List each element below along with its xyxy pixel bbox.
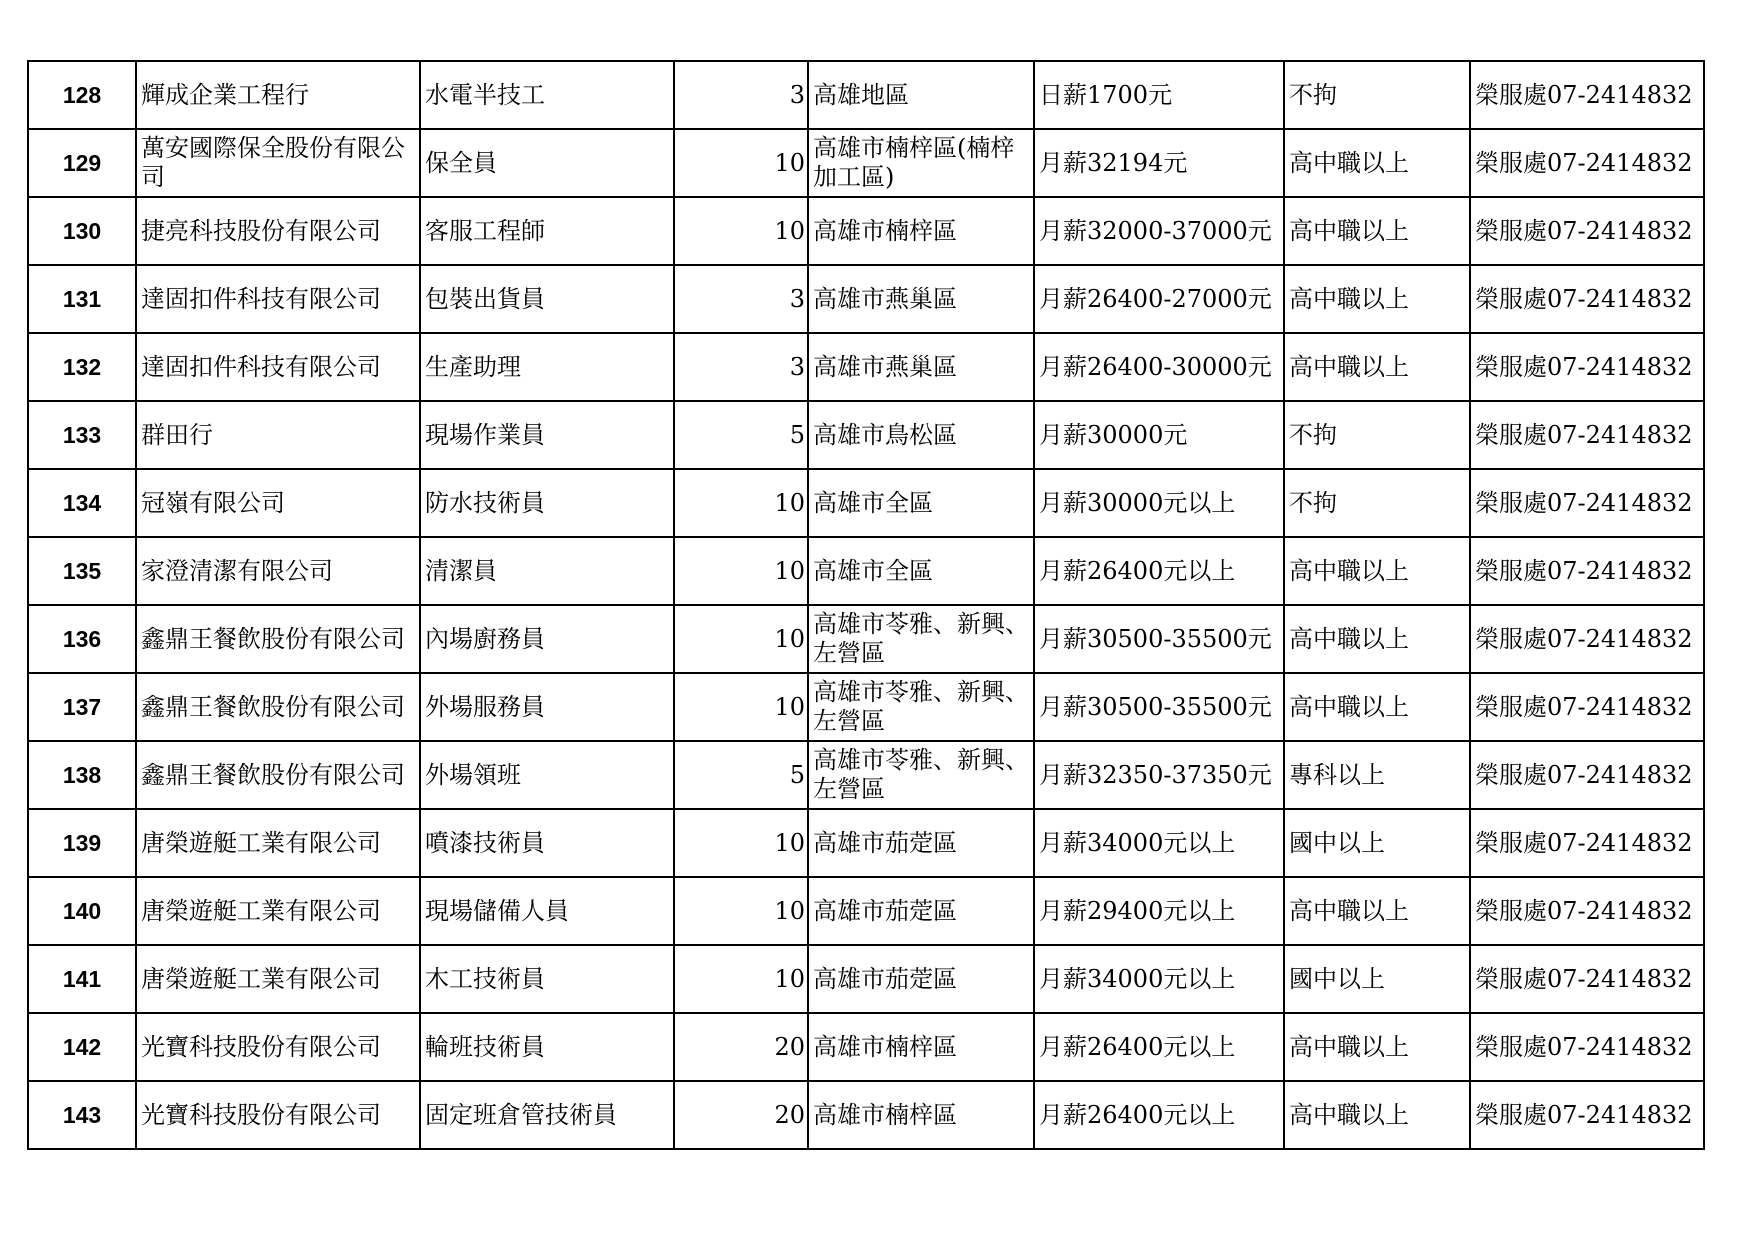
table-row <box>28 537 1704 605</box>
work-location: 高雄地區 <box>808 61 1034 129</box>
row-number: 131 <box>28 265 136 333</box>
openings-count: 10 <box>674 945 808 1013</box>
salary: 月薪29400元以上 <box>1034 877 1284 945</box>
job-title: 內場廚務員 <box>420 605 674 673</box>
salary: 月薪32000-37000元 <box>1034 197 1284 265</box>
job-title: 木工技術員 <box>420 945 674 1013</box>
row-number: 133 <box>28 401 136 469</box>
contact-info: 榮服處07-2414832 <box>1470 1081 1704 1149</box>
openings-count: 10 <box>674 605 808 673</box>
openings-count: 20 <box>674 1081 808 1149</box>
education-requirement: 不拘 <box>1284 61 1470 129</box>
contact-info: 榮服處07-2414832 <box>1470 741 1704 809</box>
row-number: 129 <box>28 129 136 197</box>
work-location: 高雄市苓雅、新興、左營區 <box>808 741 1034 809</box>
row-number: 138 <box>28 741 136 809</box>
job-title: 包裝出貨員 <box>420 265 674 333</box>
salary: 月薪30000元以上 <box>1034 469 1284 537</box>
row-number: 143 <box>28 1081 136 1149</box>
contact-info: 榮服處07-2414832 <box>1470 809 1704 877</box>
contact-info: 榮服處07-2414832 <box>1470 537 1704 605</box>
salary: 月薪34000元以上 <box>1034 809 1284 877</box>
openings-count: 3 <box>674 61 808 129</box>
company-name: 唐榮遊艇工業有限公司 <box>136 809 420 877</box>
contact-info: 榮服處07-2414832 <box>1470 469 1704 537</box>
contact-info: 榮服處07-2414832 <box>1470 877 1704 945</box>
company-name: 光寶科技股份有限公司 <box>136 1081 420 1149</box>
openings-count: 10 <box>674 129 808 197</box>
job-title: 外場領班 <box>420 741 674 809</box>
company-name: 群田行 <box>136 401 420 469</box>
row-number: 132 <box>28 333 136 401</box>
row-number: 130 <box>28 197 136 265</box>
table-row <box>28 265 1704 333</box>
education-requirement: 不拘 <box>1284 401 1470 469</box>
education-requirement: 國中以上 <box>1284 945 1470 1013</box>
job-title: 防水技術員 <box>420 469 674 537</box>
salary: 月薪26400元以上 <box>1034 1013 1284 1081</box>
work-location: 高雄市楠梓區 <box>808 1013 1034 1081</box>
work-location: 高雄市楠梓區(楠梓加工區) <box>808 129 1034 197</box>
company-name: 鑫鼎王餐飲股份有限公司 <box>136 673 420 741</box>
openings-count: 10 <box>674 877 808 945</box>
company-name: 鑫鼎王餐飲股份有限公司 <box>136 605 420 673</box>
contact-info: 榮服處07-2414832 <box>1470 401 1704 469</box>
job-title: 客服工程師 <box>420 197 674 265</box>
education-requirement: 不拘 <box>1284 469 1470 537</box>
table-row <box>28 741 1704 809</box>
contact-info: 榮服處07-2414832 <box>1470 605 1704 673</box>
job-title: 生產助理 <box>420 333 674 401</box>
salary: 月薪26400-30000元 <box>1034 333 1284 401</box>
row-number: 137 <box>28 673 136 741</box>
openings-count: 5 <box>674 401 808 469</box>
education-requirement: 高中職以上 <box>1284 129 1470 197</box>
salary: 月薪26400-27000元 <box>1034 265 1284 333</box>
contact-info: 榮服處07-2414832 <box>1470 945 1704 1013</box>
company-name: 冠嶺有限公司 <box>136 469 420 537</box>
work-location: 高雄市全區 <box>808 537 1034 605</box>
education-requirement: 高中職以上 <box>1284 265 1470 333</box>
salary: 月薪32350-37350元 <box>1034 741 1284 809</box>
work-location: 高雄市茄萣區 <box>808 809 1034 877</box>
company-name: 唐榮遊艇工業有限公司 <box>136 945 420 1013</box>
row-number: 140 <box>28 877 136 945</box>
company-name: 家澄清潔有限公司 <box>136 537 420 605</box>
openings-count: 3 <box>674 333 808 401</box>
salary: 月薪34000元以上 <box>1034 945 1284 1013</box>
row-number: 142 <box>28 1013 136 1081</box>
openings-count: 20 <box>674 1013 808 1081</box>
openings-count: 5 <box>674 741 808 809</box>
job-title: 固定班倉管技術員 <box>420 1081 674 1149</box>
openings-count: 10 <box>674 673 808 741</box>
job-title: 輪班技術員 <box>420 1013 674 1081</box>
contact-info: 榮服處07-2414832 <box>1470 197 1704 265</box>
company-name: 萬安國際保全股份有限公司 <box>136 129 420 197</box>
work-location: 高雄市燕巢區 <box>808 333 1034 401</box>
job-listing-table <box>27 60 1705 1150</box>
openings-count: 10 <box>674 469 808 537</box>
work-location: 高雄市茄萣區 <box>808 945 1034 1013</box>
table-row <box>28 469 1704 537</box>
job-title: 水電半技工 <box>420 61 674 129</box>
openings-count: 10 <box>674 197 808 265</box>
contact-info: 榮服處07-2414832 <box>1470 61 1704 129</box>
openings-count: 10 <box>674 809 808 877</box>
work-location: 高雄市鳥松區 <box>808 401 1034 469</box>
contact-info: 榮服處07-2414832 <box>1470 673 1704 741</box>
table-row <box>28 809 1704 877</box>
work-location: 高雄市全區 <box>808 469 1034 537</box>
education-requirement: 高中職以上 <box>1284 197 1470 265</box>
row-number: 139 <box>28 809 136 877</box>
job-rows <box>28 61 1704 1149</box>
job-title: 現場儲備人員 <box>420 877 674 945</box>
education-requirement: 高中職以上 <box>1284 1081 1470 1149</box>
company-name: 輝成企業工程行 <box>136 61 420 129</box>
company-name: 唐榮遊艇工業有限公司 <box>136 877 420 945</box>
table-row <box>28 61 1704 129</box>
salary: 月薪30500-35500元 <box>1034 605 1284 673</box>
job-title: 外場服務員 <box>420 673 674 741</box>
table-row <box>28 401 1704 469</box>
company-name: 達固扣件科技有限公司 <box>136 333 420 401</box>
contact-info: 榮服處07-2414832 <box>1470 333 1704 401</box>
job-title: 清潔員 <box>420 537 674 605</box>
row-number: 135 <box>28 537 136 605</box>
education-requirement: 高中職以上 <box>1284 673 1470 741</box>
table-row <box>28 605 1704 673</box>
table-row <box>28 945 1704 1013</box>
salary: 日薪1700元 <box>1034 61 1284 129</box>
company-name: 達固扣件科技有限公司 <box>136 265 420 333</box>
education-requirement: 高中職以上 <box>1284 605 1470 673</box>
job-title: 噴漆技術員 <box>420 809 674 877</box>
row-number: 136 <box>28 605 136 673</box>
company-name: 光寶科技股份有限公司 <box>136 1013 420 1081</box>
openings-count: 10 <box>674 537 808 605</box>
openings-count: 3 <box>674 265 808 333</box>
table-row <box>28 673 1704 741</box>
contact-info: 榮服處07-2414832 <box>1470 1013 1704 1081</box>
salary: 月薪30500-35500元 <box>1034 673 1284 741</box>
table-row <box>28 1013 1704 1081</box>
education-requirement: 高中職以上 <box>1284 877 1470 945</box>
company-name: 捷亮科技股份有限公司 <box>136 197 420 265</box>
work-location: 高雄市茄萣區 <box>808 877 1034 945</box>
job-title: 保全員 <box>420 129 674 197</box>
table-row <box>28 1081 1704 1149</box>
education-requirement: 國中以上 <box>1284 809 1470 877</box>
company-name: 鑫鼎王餐飲股份有限公司 <box>136 741 420 809</box>
job-title: 現場作業員 <box>420 401 674 469</box>
row-number: 141 <box>28 945 136 1013</box>
salary: 月薪30000元 <box>1034 401 1284 469</box>
salary: 月薪26400元以上 <box>1034 1081 1284 1149</box>
table-row <box>28 197 1704 265</box>
table-row <box>28 129 1704 197</box>
salary: 月薪26400元以上 <box>1034 537 1284 605</box>
row-number: 128 <box>28 61 136 129</box>
education-requirement: 高中職以上 <box>1284 537 1470 605</box>
contact-info: 榮服處07-2414832 <box>1470 129 1704 197</box>
table-row <box>28 333 1704 401</box>
work-location: 高雄市楠梓區 <box>808 1081 1034 1149</box>
row-number: 134 <box>28 469 136 537</box>
work-location: 高雄市燕巢區 <box>808 265 1034 333</box>
table-row <box>28 877 1704 945</box>
work-location: 高雄市楠梓區 <box>808 197 1034 265</box>
contact-info: 榮服處07-2414832 <box>1470 265 1704 333</box>
salary: 月薪32194元 <box>1034 129 1284 197</box>
education-requirement: 高中職以上 <box>1284 1013 1470 1081</box>
work-location: 高雄市苓雅、新興、左營區 <box>808 605 1034 673</box>
education-requirement: 高中職以上 <box>1284 333 1470 401</box>
work-location: 高雄市苓雅、新興、左營區 <box>808 673 1034 741</box>
education-requirement: 專科以上 <box>1284 741 1470 809</box>
